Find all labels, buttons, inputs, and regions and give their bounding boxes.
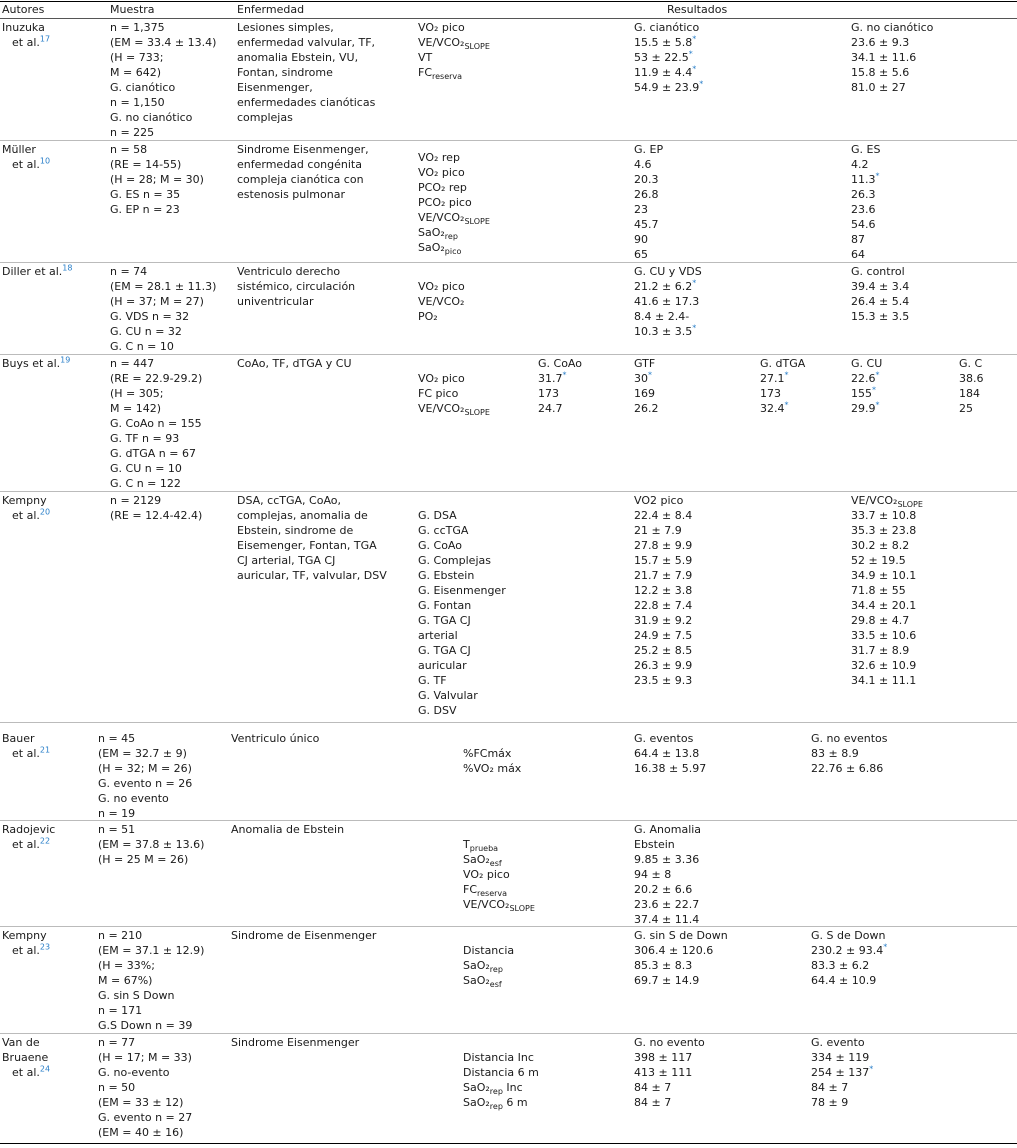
parameter-label: $VE/VCO_2_{SLOPE}$ xyxy=(463,898,535,914)
result-value: 4.6 xyxy=(634,158,652,171)
disease-text: estenosis pulmonar xyxy=(237,188,345,201)
result-value: 26.8 xyxy=(634,188,659,201)
parameter-label: PCO₂ rep xyxy=(418,181,467,194)
sample-text: (EM = 37.1 ± 12.9) xyxy=(98,944,205,957)
result-value: 9.85 ± 3.36 xyxy=(634,853,700,866)
parameter-label: G. Complejas xyxy=(418,554,491,567)
disease-text: Ventriculo derecho xyxy=(237,265,341,278)
sample-text: G. VDS n = 32 xyxy=(110,310,190,323)
result-value: 54.6 xyxy=(851,218,876,231)
result-value: 398 ± 117 xyxy=(634,1051,693,1064)
significance-marker: * xyxy=(692,278,697,288)
sample-text: (H = 25 M = 26) xyxy=(98,853,189,866)
result-value: 37.4 ± 11.4 xyxy=(634,913,700,926)
result-value: 16.38 ± 5.97 xyxy=(634,762,707,775)
sample-text: n = 77 xyxy=(98,1036,136,1049)
sample-text: M = 67%) xyxy=(98,974,153,987)
result-value: 11.3* xyxy=(851,171,880,186)
parameter-label: G. ccTGA xyxy=(418,524,469,537)
author-name: et al.$^{17}$ xyxy=(12,34,51,49)
sample-text: n = 74 xyxy=(110,265,148,278)
author-name: Bruaene xyxy=(2,1051,49,1064)
disease-text: compleja cianótica con xyxy=(237,173,364,186)
sample-text: n = 210 xyxy=(98,929,143,942)
disease-text: Anomalia de Ebstein xyxy=(231,823,345,836)
result-value: 32.4* xyxy=(760,400,789,415)
parameter-label: VT xyxy=(418,51,433,64)
sample-text: n = 19 xyxy=(98,807,136,820)
reference-link[interactable]: 20 xyxy=(39,507,51,517)
significance-marker: * xyxy=(875,400,880,410)
group-label: G. C xyxy=(959,357,983,370)
group-label: VO2 pico xyxy=(634,494,684,507)
result-value: 84 ± 7 xyxy=(634,1081,672,1094)
group-label: G. ES xyxy=(851,143,881,156)
author-name: et al.$^{20}$ xyxy=(12,507,51,522)
disease-text: Sindrome Eisenmenger, xyxy=(237,143,369,156)
sample-text: G. C n = 122 xyxy=(110,477,181,490)
group-label: G. no cianótico xyxy=(851,21,934,34)
reference-link[interactable]: 18 xyxy=(62,263,73,273)
significance-marker: * xyxy=(784,370,789,380)
author-name: et al.$^{24}$ xyxy=(12,1064,51,1079)
disease-text: Lesiones simples, xyxy=(237,21,334,34)
result-value: 34.4 ± 20.1 xyxy=(851,599,917,612)
parameter-label: G. Eisenmenger xyxy=(418,584,506,597)
sample-text: (H = 733; xyxy=(110,51,164,64)
sample-text: (H = 305; xyxy=(110,387,164,400)
parameter-label: Distancia 6 m xyxy=(463,1066,539,1079)
sample-text: G. sin S Down xyxy=(98,989,175,1002)
result-value: 31.9 ± 9.2 xyxy=(634,614,693,627)
result-value: 71.8 ± 55 xyxy=(851,584,906,597)
group-label: G. no evento xyxy=(634,1036,705,1049)
result-value: 31.7 ± 8.9 xyxy=(851,644,910,657)
result-value: 34.1 ± 11.6 xyxy=(851,51,917,64)
result-value: 26.4 ± 5.4 xyxy=(851,295,910,308)
result-value: 230.2 ± 93.4* xyxy=(811,942,888,957)
result-value: 23 xyxy=(634,203,648,216)
sample-text: G. CoAo n = 155 xyxy=(110,417,202,430)
result-value: 15.8 ± 5.6 xyxy=(851,66,910,79)
result-value: 23.6 ± 9.3 xyxy=(851,36,910,49)
result-value: 87 xyxy=(851,233,865,246)
parameter-label: %FCmáx xyxy=(463,747,512,760)
disease-text: Eisemenger, Fontan, TGA xyxy=(237,539,377,552)
disease-text: complejas xyxy=(237,111,293,124)
disease-text: CJ arterial, TGA CJ xyxy=(237,554,336,567)
author-name: Radojevic xyxy=(2,823,56,836)
parameter-label: VO₂ pico xyxy=(418,280,465,293)
parameter-label: auricular xyxy=(418,659,467,672)
result-value: 20.3 xyxy=(634,173,659,186)
significance-marker: * xyxy=(699,79,704,89)
disease-text: Ebstein, sindrome de xyxy=(237,524,354,537)
group-label: G. control xyxy=(851,265,905,278)
result-value: 30* xyxy=(634,370,652,385)
reference-link[interactable]: 21 xyxy=(39,745,51,755)
result-value: 20.2 ± 6.6 xyxy=(634,883,693,896)
group-label: G. dTGA xyxy=(760,357,806,370)
group-label: G. cianótico xyxy=(634,21,700,34)
reference-link[interactable]: 23 xyxy=(39,942,51,952)
author-name: Kempny xyxy=(2,494,47,507)
result-value: 84 ± 7 xyxy=(811,1081,849,1094)
group-label: G. sin S de Down xyxy=(634,929,728,942)
disease-text: sistémico, circulación xyxy=(237,280,356,293)
reference-link[interactable]: 10 xyxy=(39,156,51,166)
result-value: 169 xyxy=(634,387,655,400)
author-name: et al.$^{21}$ xyxy=(12,745,51,760)
sample-text: (EM = 40 ± 16) xyxy=(98,1126,184,1139)
sample-text: (H = 37; M = 27) xyxy=(110,295,204,308)
parameter-label: $SaO_2_{rep}$ 6 m xyxy=(463,1096,528,1112)
parameter-label: PO₂ xyxy=(418,310,438,323)
result-value: 21.7 ± 7.9 xyxy=(634,569,693,582)
result-value: 24.7 xyxy=(538,402,563,415)
sample-text: (EM = 32.7 ± 9) xyxy=(98,747,187,760)
sample-text: n = 58 xyxy=(110,143,148,156)
parameter-label: Distancia Inc xyxy=(463,1051,534,1064)
sample-text: G. dTGA n = 67 xyxy=(110,447,196,460)
sample-text: (EM = 28.1 ± 11.3) xyxy=(110,280,217,293)
result-value: 27.1* xyxy=(760,370,789,385)
disease-text: enfermedad congénita xyxy=(237,158,362,171)
result-value: 35.3 ± 23.8 xyxy=(851,524,917,537)
result-value: 21 ± 7.9 xyxy=(634,524,682,537)
parameter-label: $FC_{reserva}$ xyxy=(463,883,508,899)
result-value: 26.2 xyxy=(634,402,659,415)
row-separator xyxy=(0,354,1017,355)
sample-text: G. no evento xyxy=(98,792,169,805)
result-value: 21.2 ± 6.2* xyxy=(634,278,697,293)
parameter-label: VO₂ pico xyxy=(418,372,465,385)
reference-link[interactable]: 19 xyxy=(60,355,71,365)
result-value: 32.6 ± 10.9 xyxy=(851,659,917,672)
bottom-rule xyxy=(0,1143,1017,1144)
result-value: 45.7 xyxy=(634,218,659,231)
disease-text: Fontan, sindrome xyxy=(237,66,333,79)
group-label: GTF xyxy=(634,357,656,370)
parameter-label: G. Valvular xyxy=(418,689,478,702)
parameter-label: arterial xyxy=(418,629,458,642)
result-value: 25.2 ± 8.5 xyxy=(634,644,693,657)
result-value: 173 xyxy=(538,387,559,400)
result-value: 85.3 ± 8.3 xyxy=(634,959,693,972)
parameter-label: VE/VCO₂ xyxy=(418,295,465,308)
result-value: 306.4 ± 120.6 xyxy=(634,944,714,957)
parameter-label: $VE/VCO_2_{SLOPE}$ xyxy=(418,211,490,227)
group-label: G. EP xyxy=(634,143,664,156)
result-value: 52 ± 19.5 xyxy=(851,554,906,567)
parameter-label: %VO₂ máx xyxy=(463,762,522,775)
result-value: 254 ± 137* xyxy=(811,1064,874,1079)
significance-marker: * xyxy=(869,1064,874,1074)
result-value: 23.6 xyxy=(851,203,876,216)
author-name: Kempny xyxy=(2,929,47,942)
author-name: Inuzuka xyxy=(2,21,45,34)
significance-marker: * xyxy=(688,49,693,59)
result-value: 155* xyxy=(851,385,876,400)
parameter-label: G. Ebstein xyxy=(418,569,475,582)
result-value: 53 ± 22.5* xyxy=(634,49,693,64)
group-label: G. S de Down xyxy=(811,929,886,942)
parameter-label: $SaO_2_{pico}$ xyxy=(418,241,462,257)
sample-text: n = 51 xyxy=(98,823,136,836)
parameter-label: VO₂ pico xyxy=(418,21,465,34)
result-value: 84 ± 7 xyxy=(634,1096,672,1109)
result-value: 54.9 ± 23.9* xyxy=(634,79,704,94)
disease-text: enfermedad valvular, TF, xyxy=(237,36,376,49)
disease-text: CoAo, TF, dTGA y CU xyxy=(237,357,352,370)
result-value: 90 xyxy=(634,233,648,246)
group-label: G. CoAo xyxy=(538,357,582,370)
disease-text: Eisenmenger, xyxy=(237,81,313,94)
result-value: 33.5 ± 10.6 xyxy=(851,629,917,642)
disease-text: univentricular xyxy=(237,295,314,308)
author-name: et al.$^{22}$ xyxy=(12,836,51,851)
row-separator xyxy=(0,262,1017,263)
parameter-label: VO₂ rep xyxy=(418,151,460,164)
result-value: 83.3 ± 6.2 xyxy=(811,959,870,972)
significance-marker: * xyxy=(692,34,697,44)
sample-text: G. no cianótico xyxy=(110,111,193,124)
significance-marker: * xyxy=(648,370,652,380)
significance-marker: * xyxy=(883,942,888,952)
disease-text: enfermedades cianóticas xyxy=(237,96,376,109)
result-value: 27.8 ± 9.9 xyxy=(634,539,693,552)
group-label: G. evento xyxy=(811,1036,865,1049)
result-value: 31.7* xyxy=(538,370,567,385)
sample-text: n = 171 xyxy=(98,1004,143,1017)
disease-text: auricular, TF, valvular, DSV xyxy=(237,569,387,582)
header-rule xyxy=(0,18,1017,19)
header-enfermedad: Enfermedad xyxy=(237,3,305,16)
significance-marker: * xyxy=(875,171,880,181)
sample-text: G.S Down n = 39 xyxy=(98,1019,193,1032)
sample-text: (H = 32; M = 26) xyxy=(98,762,192,775)
parameter-label: $SaO_2_{esf}$ xyxy=(463,974,502,990)
group-label: G. no eventos xyxy=(811,732,888,745)
result-value: 64 xyxy=(851,248,865,261)
result-value: 30.2 ± 8.2 xyxy=(851,539,910,552)
result-value: 8.4 ± 2.4- xyxy=(634,310,690,323)
result-value: 26.3 ± 9.9 xyxy=(634,659,693,672)
parameter-label: $T_{prueba}$ xyxy=(463,838,499,854)
reference-link[interactable]: 24 xyxy=(39,1064,51,1074)
sample-text: n = 225 xyxy=(110,126,155,139)
disease-text: complejas, anomalia de xyxy=(237,509,368,522)
parameter-label: G. TGA CJ xyxy=(418,644,471,657)
parameter-label: $VE/VCO_2_{SLOPE}$ xyxy=(418,36,490,52)
result-value: 22.6* xyxy=(851,370,880,385)
sample-text: M = 642) xyxy=(110,66,161,79)
sample-text: (H = 28; M = 30) xyxy=(110,173,204,186)
sample-text: n = 50 xyxy=(98,1081,136,1094)
parameter-label: PCO₂ pico xyxy=(418,196,472,209)
result-value: 29.8 ± 4.7 xyxy=(851,614,910,627)
row-separator xyxy=(0,820,1017,821)
row-separator xyxy=(0,926,1017,927)
significance-marker: * xyxy=(692,64,697,74)
parameter-label: $SaO_2_{rep}$ xyxy=(418,226,458,242)
result-value: 15.3 ± 3.5 xyxy=(851,310,910,323)
result-value: 173 xyxy=(760,387,781,400)
parameter-label: G. DSA xyxy=(418,509,457,522)
parameter-label: FC pico xyxy=(418,387,459,400)
result-value: 34.9 ± 10.1 xyxy=(851,569,917,582)
sample-text: M = 142) xyxy=(110,402,161,415)
sample-text: G. evento n = 27 xyxy=(98,1111,193,1124)
sample-text: G. C n = 10 xyxy=(110,340,174,353)
parameter-label: G. CoAo xyxy=(418,539,462,552)
result-value: 69.7 ± 14.9 xyxy=(634,974,700,987)
sample-text: G. evento n = 26 xyxy=(98,777,193,790)
sample-text: (RE = 12.4-42.4) xyxy=(110,509,203,522)
result-value: 94 ± 8 xyxy=(634,868,672,881)
sample-text: (EM = 33.4 ± 13.4) xyxy=(110,36,217,49)
sample-text: G. CU n = 10 xyxy=(110,462,182,475)
author-name: Diller et al.$^{18}$ xyxy=(2,263,73,278)
result-value: 12.2 ± 3.8 xyxy=(634,584,693,597)
sample-text: G. CU n = 32 xyxy=(110,325,182,338)
sample-text: n = 447 xyxy=(110,357,155,370)
parameter-label: VO₂ pico xyxy=(418,166,465,179)
row-separator xyxy=(0,491,1017,492)
significance-marker: * xyxy=(562,370,567,380)
reference-link[interactable]: 17 xyxy=(39,34,51,44)
parameter-label: $FC_{reserva}$ xyxy=(418,66,463,82)
result-value: 22.8 ± 7.4 xyxy=(634,599,693,612)
sample-text: G. no-evento xyxy=(98,1066,170,1079)
row-separator xyxy=(0,1033,1017,1034)
sample-text: (H = 33%; xyxy=(98,959,155,972)
result-value: 39.4 ± 3.4 xyxy=(851,280,910,293)
result-value: 41.6 ± 17.3 xyxy=(634,295,700,308)
sample-text: (RE = 22.9-29.2) xyxy=(110,372,203,385)
sample-text: G. TF n = 93 xyxy=(110,432,180,445)
result-value: 22.76 ± 6.86 xyxy=(811,762,884,775)
author-name: Müller xyxy=(2,143,36,156)
significance-marker: * xyxy=(784,400,789,410)
result-value: 23.6 ± 22.7 xyxy=(634,898,700,911)
parameter-label: Distancia xyxy=(463,944,515,957)
result-value: 413 ± 111 xyxy=(634,1066,693,1079)
author-name: Buys et al.$^{19}$ xyxy=(2,355,71,370)
result-value: 11.9 ± 4.4* xyxy=(634,64,697,79)
significance-marker: * xyxy=(875,370,880,380)
result-value: 15.7 ± 5.9 xyxy=(634,554,693,567)
result-value: 334 ± 119 xyxy=(811,1051,870,1064)
result-value: 64.4 ± 13.8 xyxy=(634,747,700,760)
result-value: 4.2 xyxy=(851,158,869,171)
parameter-label: VO₂ pico xyxy=(463,868,510,881)
parameter-label: $SaO_2_{rep}$ Inc xyxy=(463,1081,523,1097)
sample-text: n = 1,150 xyxy=(110,96,165,109)
sample-text: n = 1,375 xyxy=(110,21,165,34)
header-resultados: Resultados xyxy=(667,3,728,16)
result-value: 83 ± 8.9 xyxy=(811,747,859,760)
result-value: 33.7 ± 10.8 xyxy=(851,509,917,522)
result-value: 22.4 ± 8.4 xyxy=(634,509,693,522)
author-name: et al.$^{23}$ xyxy=(12,942,51,957)
sample-text: G. cianótico xyxy=(110,81,176,94)
parameter-label: $SaO_2_{rep}$ xyxy=(463,959,503,975)
author-name: Van de xyxy=(2,1036,40,1049)
result-value: 65 xyxy=(634,248,648,261)
result-value: 26.3 xyxy=(851,188,876,201)
parameter-label: G. DSV xyxy=(418,704,457,717)
parameter-label: G. TF xyxy=(418,674,447,687)
disease-text: Ventriculo único xyxy=(231,732,320,745)
result-value: 15.5 ± 5.8* xyxy=(634,34,697,49)
row-separator xyxy=(0,140,1017,141)
result-value: 64.4 ± 10.9 xyxy=(811,974,877,987)
sample-text: n = 45 xyxy=(98,732,136,745)
sample-text: n = 2129 xyxy=(110,494,162,507)
sample-text: (EM = 33 ± 12) xyxy=(98,1096,184,1109)
significance-marker: * xyxy=(692,323,697,333)
group-label: G. eventos xyxy=(634,732,694,745)
header-muestra: Muestra xyxy=(110,3,155,16)
result-value: 10.3 ± 3.5* xyxy=(634,323,697,338)
parameter-label: $VE/VCO_2_{SLOPE}$ xyxy=(418,402,490,418)
disease-text: Sindrome de Eisenmenger xyxy=(231,929,377,942)
group-label: G. Anomalia xyxy=(634,823,702,836)
result-value: 81.0 ± 27 xyxy=(851,81,906,94)
sample-text: G. ES n = 35 xyxy=(110,188,181,201)
parameter-label: G. TGA CJ xyxy=(418,614,471,627)
result-value: 24.9 ± 7.5 xyxy=(634,629,693,642)
sample-text: (RE = 14-55) xyxy=(110,158,182,171)
result-value: 29.9* xyxy=(851,400,880,415)
result-value: 25 xyxy=(959,402,973,415)
sample-text: (H = 17; M = 33) xyxy=(98,1051,192,1064)
result-value: 184 xyxy=(959,387,980,400)
result-value: 78 ± 9 xyxy=(811,1096,849,1109)
parameter-label: G. Fontan xyxy=(418,599,472,612)
disease-text: DSA, ccTGA, CoAo, xyxy=(237,494,342,507)
result-value: 34.1 ± 11.1 xyxy=(851,674,917,687)
significance-marker: * xyxy=(872,385,876,395)
result-value: 23.5 ± 9.3 xyxy=(634,674,693,687)
sample-text: G. EP n = 23 xyxy=(110,203,180,216)
reference-link[interactable]: 22 xyxy=(39,836,51,846)
author-name: Bauer xyxy=(2,732,35,745)
sample-text: (EM = 37.8 ± 13.6) xyxy=(98,838,205,851)
parameter-label: $SaO_2_{esf}$ xyxy=(463,853,502,869)
header-autores: Autores xyxy=(2,3,45,16)
disease-text: Sindrome Eisenmenger xyxy=(231,1036,360,1049)
result-value: 38.6 xyxy=(959,372,984,385)
row-separator xyxy=(0,722,1017,723)
disease-text: anomalia Ebstein, VU, xyxy=(237,51,359,64)
group-label: G. CU xyxy=(851,357,883,370)
group-label: G. CU y VDS xyxy=(634,265,702,278)
group-label: $VE/VCO_2_{SLOPE}$ xyxy=(851,494,923,510)
author-name: et al.$^{10}$ xyxy=(12,156,51,171)
group-label: Ebstein xyxy=(634,838,675,851)
